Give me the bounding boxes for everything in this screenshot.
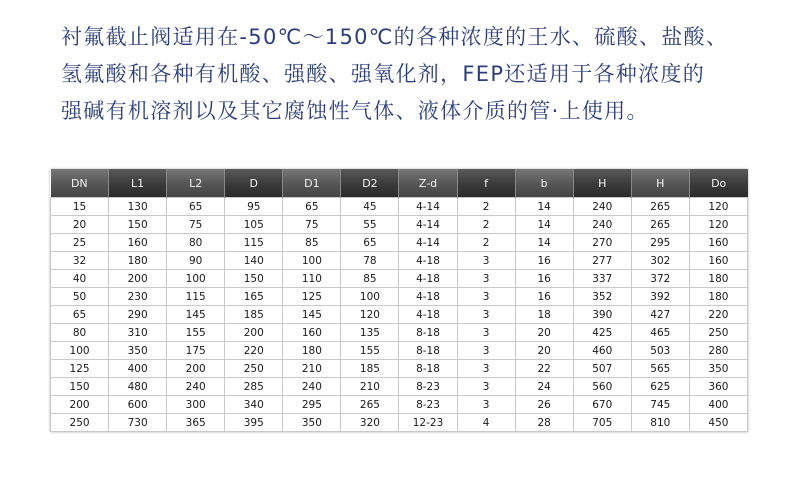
table-cell: 120 — [689, 216, 747, 234]
table-cell: 3 — [457, 360, 515, 378]
column-header-dn: DN — [51, 169, 109, 198]
description-line-1: 衬氟截止阀适用在-50℃～150℃的各种浓度的王水、硫酸、盐酸、 — [61, 25, 729, 49]
table-cell: 560 — [573, 378, 631, 396]
table-cell: 145 — [283, 306, 341, 324]
table-cell: 2 — [457, 216, 515, 234]
table-cell: 350 — [283, 414, 341, 432]
description-line-2: 氢氟酸和各种有机酸、强酸、强氧化剂，FEP还适用于各种浓度的 — [61, 62, 706, 86]
table-cell: 185 — [225, 306, 283, 324]
table-cell: 400 — [689, 396, 747, 414]
table-row — [51, 378, 748, 396]
table-cell: 460 — [573, 342, 631, 360]
table-cell: 3 — [457, 378, 515, 396]
table-cell: 65 — [167, 198, 225, 216]
table-cell: 125 — [283, 288, 341, 306]
table-cell: 115 — [225, 234, 283, 252]
table-cell: 65 — [51, 306, 109, 324]
table-cell: 20 — [51, 216, 109, 234]
column-header-d2: D2 — [341, 169, 399, 198]
table-cell: 160 — [689, 234, 747, 252]
table-cell: 240 — [283, 378, 341, 396]
table-cell: 4-18 — [399, 306, 457, 324]
table-cell: 18 — [515, 306, 573, 324]
table-cell: 295 — [631, 234, 689, 252]
table-cell: 175 — [167, 342, 225, 360]
table-cell: 40 — [51, 270, 109, 288]
table-cell: 16 — [515, 270, 573, 288]
column-header-b: b — [515, 169, 573, 198]
table-cell: 425 — [573, 324, 631, 342]
table-cell: 392 — [631, 288, 689, 306]
table-cell: 250 — [225, 360, 283, 378]
dimension-table — [50, 169, 748, 432]
table-cell: 670 — [573, 396, 631, 414]
table-cell: 372 — [631, 270, 689, 288]
table-cell: 50 — [51, 288, 109, 306]
table-cell: 4-14 — [399, 234, 457, 252]
table-cell: 250 — [689, 324, 747, 342]
table-cell: 220 — [225, 342, 283, 360]
table-cell: 28 — [515, 414, 573, 432]
table-cell: 390 — [573, 306, 631, 324]
header-row — [51, 169, 748, 198]
table-cell: 705 — [573, 414, 631, 432]
table-cell: 400 — [109, 360, 167, 378]
table-cell: 100 — [283, 252, 341, 270]
table-cell: 120 — [689, 198, 747, 216]
table-cell: 150 — [225, 270, 283, 288]
table-cell: 270 — [573, 234, 631, 252]
table-cell: 8-18 — [399, 360, 457, 378]
table-cell: 200 — [109, 270, 167, 288]
table-cell: 240 — [167, 378, 225, 396]
table-cell: 130 — [109, 198, 167, 216]
table-cell: 810 — [631, 414, 689, 432]
table-cell: 8-23 — [399, 378, 457, 396]
table-cell: 360 — [689, 378, 747, 396]
table-cell: 16 — [515, 288, 573, 306]
table-cell: 3 — [457, 270, 515, 288]
table-cell: 85 — [341, 270, 399, 288]
table-header — [51, 169, 748, 198]
table-cell: 78 — [341, 252, 399, 270]
table-cell: 110 — [283, 270, 341, 288]
table-cell: 185 — [341, 360, 399, 378]
table-cell: 180 — [109, 252, 167, 270]
table-cell: 4-18 — [399, 270, 457, 288]
table-cell: 2 — [457, 234, 515, 252]
column-header-h: H — [573, 169, 631, 198]
table-cell: 290 — [109, 306, 167, 324]
table-cell: 80 — [167, 234, 225, 252]
table-cell: 90 — [167, 252, 225, 270]
table-cell: 14 — [515, 216, 573, 234]
table-cell: 140 — [225, 252, 283, 270]
table-cell: 3 — [457, 288, 515, 306]
table-cell: 125 — [51, 360, 109, 378]
table-cell: 295 — [283, 396, 341, 414]
table-row — [51, 414, 748, 432]
table-cell: 285 — [225, 378, 283, 396]
table-cell: 465 — [631, 324, 689, 342]
column-header-d1: D1 — [283, 169, 341, 198]
table-cell: 135 — [341, 324, 399, 342]
column-header-z-d: Z-d — [399, 169, 457, 198]
table-cell: 310 — [109, 324, 167, 342]
table-cell: 503 — [631, 342, 689, 360]
table-cell: 265 — [341, 396, 399, 414]
table-cell: 3 — [457, 306, 515, 324]
table-row — [51, 198, 748, 216]
table-cell: 12-23 — [399, 414, 457, 432]
table-cell: 14 — [515, 198, 573, 216]
table-cell: 350 — [689, 360, 747, 378]
table-cell: 625 — [631, 378, 689, 396]
table-cell: 3 — [457, 252, 515, 270]
table-cell: 85 — [283, 234, 341, 252]
table-cell: 395 — [225, 414, 283, 432]
table-cell: 165 — [225, 288, 283, 306]
table-row — [51, 342, 748, 360]
table-cell: 350 — [109, 342, 167, 360]
table-cell: 507 — [573, 360, 631, 378]
table-row — [51, 288, 748, 306]
column-header-l1: L1 — [109, 169, 167, 198]
table-cell: 100 — [167, 270, 225, 288]
table-cell: 4-18 — [399, 252, 457, 270]
column-header-h-2: H — [631, 169, 689, 198]
table-cell: 427 — [631, 306, 689, 324]
table-cell: 26 — [515, 396, 573, 414]
table-row — [51, 360, 748, 378]
table-cell: 160 — [283, 324, 341, 342]
table-cell: 75 — [283, 216, 341, 234]
table-cell: 745 — [631, 396, 689, 414]
table-cell: 80 — [51, 324, 109, 342]
table-cell: 200 — [225, 324, 283, 342]
table-cell: 565 — [631, 360, 689, 378]
column-header-l2: L2 — [167, 169, 225, 198]
description-line-3: 强碱有机溶剂以及其它腐蚀性气体、液体介质的管·上使用。 — [61, 99, 649, 123]
table-cell: 210 — [283, 360, 341, 378]
table-row — [51, 252, 748, 270]
table-cell: 105 — [225, 216, 283, 234]
description-text — [61, 19, 771, 130]
table-row — [51, 234, 748, 252]
table-cell: 160 — [109, 234, 167, 252]
table-cell: 220 — [689, 306, 747, 324]
table-cell: 20 — [515, 342, 573, 360]
table-cell: 22 — [515, 360, 573, 378]
table-cell: 95 — [225, 198, 283, 216]
table-cell: 3 — [457, 396, 515, 414]
table-cell: 25 — [51, 234, 109, 252]
table-cell: 4-18 — [399, 288, 457, 306]
table-row — [51, 306, 748, 324]
table-cell: 32 — [51, 252, 109, 270]
table-cell: 150 — [51, 378, 109, 396]
table-cell: 15 — [51, 198, 109, 216]
table-cell: 65 — [341, 234, 399, 252]
table-cell: 75 — [167, 216, 225, 234]
table-cell: 210 — [341, 378, 399, 396]
table-body — [51, 198, 748, 432]
table-cell: 145 — [167, 306, 225, 324]
table-row — [51, 270, 748, 288]
table-cell: 240 — [573, 216, 631, 234]
table-row — [51, 216, 748, 234]
column-header-d: D — [225, 169, 283, 198]
column-header-f: f — [457, 169, 515, 198]
table-cell: 337 — [573, 270, 631, 288]
table-cell: 730 — [109, 414, 167, 432]
table-cell: 100 — [341, 288, 399, 306]
table-cell: 250 — [51, 414, 109, 432]
table-cell: 340 — [225, 396, 283, 414]
table-cell: 3 — [457, 342, 515, 360]
table-cell: 55 — [341, 216, 399, 234]
table-cell: 240 — [573, 198, 631, 216]
table-cell: 180 — [689, 270, 747, 288]
table-cell: 480 — [109, 378, 167, 396]
table-cell: 8-18 — [399, 324, 457, 342]
table-cell: 24 — [515, 378, 573, 396]
table-cell: 365 — [167, 414, 225, 432]
table-cell: 300 — [167, 396, 225, 414]
table-cell: 155 — [167, 324, 225, 342]
table-cell: 2 — [457, 198, 515, 216]
table-cell: 16 — [515, 252, 573, 270]
table-cell: 352 — [573, 288, 631, 306]
table-cell: 160 — [689, 252, 747, 270]
table-cell: 200 — [167, 360, 225, 378]
table-cell: 115 — [167, 288, 225, 306]
table-cell: 265 — [631, 216, 689, 234]
table-cell: 120 — [341, 306, 399, 324]
table-cell: 280 — [689, 342, 747, 360]
table-cell: 4 — [457, 414, 515, 432]
table-cell: 150 — [109, 216, 167, 234]
table-cell: 320 — [341, 414, 399, 432]
table-cell: 600 — [109, 396, 167, 414]
table-cell: 230 — [109, 288, 167, 306]
table-cell: 4-14 — [399, 216, 457, 234]
table-cell: 8-18 — [399, 342, 457, 360]
table-cell: 450 — [689, 414, 747, 432]
table-cell: 65 — [283, 198, 341, 216]
table-row — [51, 324, 748, 342]
table-cell: 265 — [631, 198, 689, 216]
table-cell: 155 — [341, 342, 399, 360]
table-cell: 20 — [515, 324, 573, 342]
table-row — [51, 396, 748, 414]
table-cell: 14 — [515, 234, 573, 252]
table-cell: 4-14 — [399, 198, 457, 216]
table-cell: 45 — [341, 198, 399, 216]
table-cell: 302 — [631, 252, 689, 270]
table-cell: 180 — [283, 342, 341, 360]
table-cell: 200 — [51, 396, 109, 414]
table-cell: 277 — [573, 252, 631, 270]
column-header-do: Do — [689, 169, 747, 198]
table-cell: 3 — [457, 324, 515, 342]
table-cell: 180 — [689, 288, 747, 306]
table-cell: 100 — [51, 342, 109, 360]
table-cell: 8-23 — [399, 396, 457, 414]
